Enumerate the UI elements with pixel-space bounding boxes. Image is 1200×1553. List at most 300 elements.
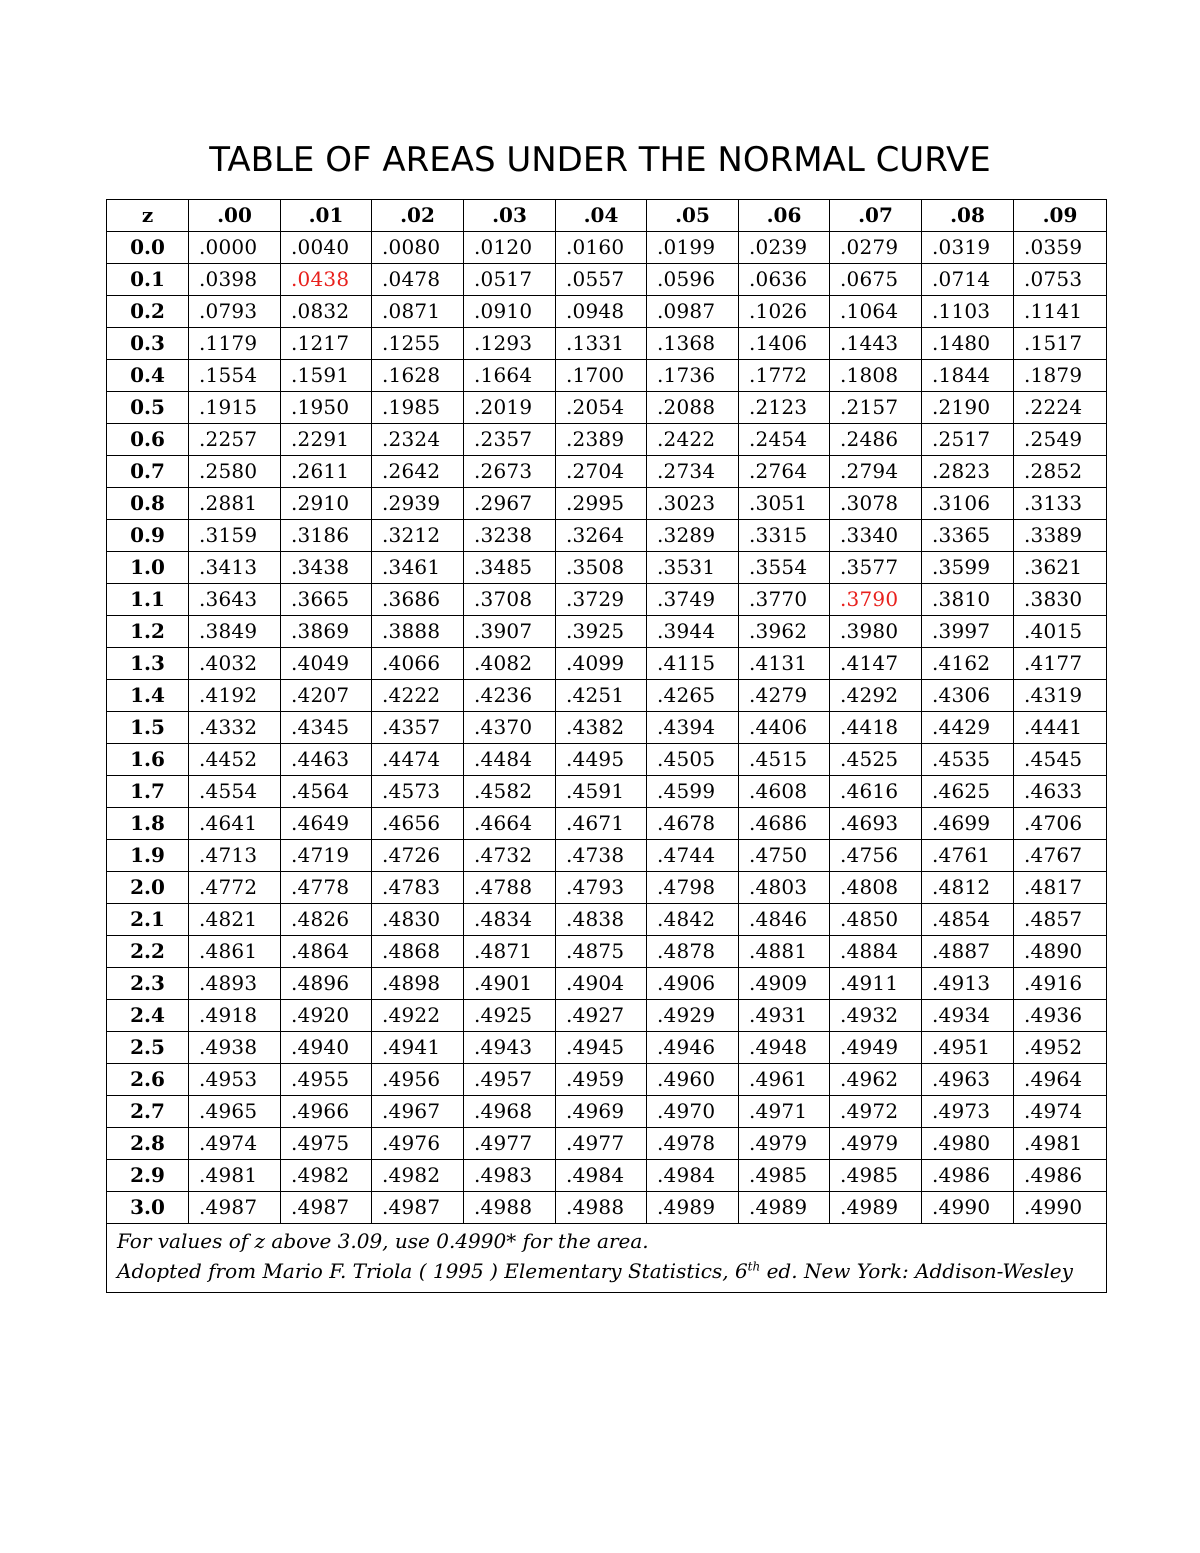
table-cell: .1026 <box>739 296 830 328</box>
table-header-row <box>107 200 1107 232</box>
table-cell: .3621 <box>1014 552 1107 584</box>
row-header-z: 1.6 <box>107 744 189 776</box>
table-cell: .2734 <box>647 456 739 488</box>
table-cell: .4713 <box>189 840 281 872</box>
row-header-z: 0.3 <box>107 328 189 360</box>
table-cell: .4974 <box>1014 1096 1107 1128</box>
table-cell: .4868 <box>372 936 464 968</box>
table-cell: .4952 <box>1014 1032 1107 1064</box>
column-header: .05 <box>647 200 739 232</box>
table-cell: .4961 <box>739 1064 830 1096</box>
table-row <box>107 840 1107 872</box>
table-cell: .2967 <box>464 488 556 520</box>
table-cell: .0319 <box>922 232 1014 264</box>
table-cell: .4251 <box>556 680 647 712</box>
table-cell: .1331 <box>556 328 647 360</box>
table-cell: .4878 <box>647 936 739 968</box>
table-cell: .4987 <box>372 1192 464 1224</box>
table-cell: .4984 <box>556 1160 647 1192</box>
table-cell: .3849 <box>189 616 281 648</box>
table-cell: .4989 <box>739 1192 830 1224</box>
table-cell: .1368 <box>647 328 739 360</box>
table-cell: .4279 <box>739 680 830 712</box>
table-cell: .2422 <box>647 424 739 456</box>
table-cell: .4767 <box>1014 840 1107 872</box>
table-cell: .2823 <box>922 456 1014 488</box>
table-cell: .0793 <box>189 296 281 328</box>
table-cell: .4671 <box>556 808 647 840</box>
table-cell: .1517 <box>1014 328 1107 360</box>
table-cell: .0478 <box>372 264 464 296</box>
row-header-z: 1.1 <box>107 584 189 616</box>
table-cell: .3106 <box>922 488 1014 520</box>
table-cell: .4916 <box>1014 968 1107 1000</box>
table-cell: .4922 <box>372 1000 464 1032</box>
table-row <box>107 328 1107 360</box>
table-cell: .4761 <box>922 840 1014 872</box>
row-header-z: 2.8 <box>107 1128 189 1160</box>
table-cell: .0832 <box>281 296 372 328</box>
table-cell: .4864 <box>281 936 372 968</box>
table-cell: .4904 <box>556 968 647 1000</box>
table-cell: .4983 <box>464 1160 556 1192</box>
footnote-cell <box>107 1224 1107 1293</box>
table-cell: .1844 <box>922 360 1014 392</box>
table-cell: .4977 <box>556 1128 647 1160</box>
table-row <box>107 936 1107 968</box>
table-cell: .4959 <box>556 1064 647 1096</box>
table-cell: .4495 <box>556 744 647 776</box>
row-header-z: 0.0 <box>107 232 189 264</box>
table-cell: .4962 <box>830 1064 922 1096</box>
table-cell: .0080 <box>372 232 464 264</box>
column-header-z: z <box>107 200 189 232</box>
table-cell: .4966 <box>281 1096 372 1128</box>
table-cell: .3790 <box>830 584 922 616</box>
row-header-z: 0.1 <box>107 264 189 296</box>
table-cell: .1480 <box>922 328 1014 360</box>
column-header: .00 <box>189 200 281 232</box>
table-cell: .4744 <box>647 840 739 872</box>
table-row <box>107 648 1107 680</box>
table-cell: .4812 <box>922 872 1014 904</box>
table-cell: .2881 <box>189 488 281 520</box>
table-cell: .4394 <box>647 712 739 744</box>
table-cell: .4633 <box>1014 776 1107 808</box>
table-cell: .2580 <box>189 456 281 488</box>
table-row <box>107 360 1107 392</box>
table-cell: .4082 <box>464 648 556 680</box>
table-row <box>107 552 1107 584</box>
table-cell: .4963 <box>922 1064 1014 1096</box>
table-cell: .3264 <box>556 520 647 552</box>
table-cell: .4871 <box>464 936 556 968</box>
table-cell: .4616 <box>830 776 922 808</box>
table-cell: .4920 <box>281 1000 372 1032</box>
table-cell: .3830 <box>1014 584 1107 616</box>
table-cell: .1736 <box>647 360 739 392</box>
table-cell: .1808 <box>830 360 922 392</box>
table-cell: .4893 <box>189 968 281 1000</box>
table-cell: .3997 <box>922 616 1014 648</box>
table-cell: .2939 <box>372 488 464 520</box>
table-cell: .4973 <box>922 1096 1014 1128</box>
column-header: .09 <box>1014 200 1107 232</box>
table-cell: .4793 <box>556 872 647 904</box>
table-cell: .4830 <box>372 904 464 936</box>
table-cell: .3531 <box>647 552 739 584</box>
table-cell: .4960 <box>647 1064 739 1096</box>
row-header-z: 2.2 <box>107 936 189 968</box>
table-row <box>107 264 1107 296</box>
column-header: .03 <box>464 200 556 232</box>
table-cell: .4418 <box>830 712 922 744</box>
table-cell: .3365 <box>922 520 1014 552</box>
table-row <box>107 520 1107 552</box>
table-cell: .2389 <box>556 424 647 456</box>
page-title: TABLE OF AREAS UNDER THE NORMAL CURVE <box>209 140 991 180</box>
table-cell: .4319 <box>1014 680 1107 712</box>
table-cell: .3962 <box>739 616 830 648</box>
table-cell: .4953 <box>189 1064 281 1096</box>
table-cell: .4162 <box>922 648 1014 680</box>
table-cell: .4463 <box>281 744 372 776</box>
row-header-z: 2.5 <box>107 1032 189 1064</box>
table-cell: .3708 <box>464 584 556 616</box>
table-cell: .3577 <box>830 552 922 584</box>
table-cell: .0948 <box>556 296 647 328</box>
table-cell: .4625 <box>922 776 1014 808</box>
table-cell: .4357 <box>372 712 464 744</box>
table-cell: .4131 <box>739 648 830 680</box>
row-header-z: 1.8 <box>107 808 189 840</box>
table-cell: .4927 <box>556 1000 647 1032</box>
table-cell: .4857 <box>1014 904 1107 936</box>
table-cell: .4981 <box>189 1160 281 1192</box>
table-cell: .2157 <box>830 392 922 424</box>
table-cell: .2704 <box>556 456 647 488</box>
table-cell: .0557 <box>556 264 647 296</box>
column-header: .07 <box>830 200 922 232</box>
row-header-z: 2.0 <box>107 872 189 904</box>
table-cell: .4686 <box>739 808 830 840</box>
table-cell: .4988 <box>464 1192 556 1224</box>
table-cell: .4984 <box>647 1160 739 1192</box>
table-cell: .3686 <box>372 584 464 616</box>
table-cell: .4913 <box>922 968 1014 1000</box>
table-row <box>107 1192 1107 1224</box>
footnote-row <box>107 1224 1107 1293</box>
table-cell: .4940 <box>281 1032 372 1064</box>
table-cell: .1064 <box>830 296 922 328</box>
table-cell: .0910 <box>464 296 556 328</box>
table-cell: .4875 <box>556 936 647 968</box>
table-cell: .4974 <box>189 1128 281 1160</box>
row-header-z: 0.7 <box>107 456 189 488</box>
row-header-z: 1.9 <box>107 840 189 872</box>
table-cell: .2190 <box>922 392 1014 424</box>
table-cell: .4406 <box>739 712 830 744</box>
table-cell: .4965 <box>189 1096 281 1128</box>
table-cell: .4987 <box>281 1192 372 1224</box>
table-row <box>107 968 1107 1000</box>
table-row <box>107 1160 1107 1192</box>
table-cell: .4990 <box>922 1192 1014 1224</box>
table-row <box>107 1000 1107 1032</box>
table-cell: .1628 <box>372 360 464 392</box>
footnote-line-2 <box>117 1256 1096 1286</box>
table-cell: .4515 <box>739 744 830 776</box>
table-cell: .0239 <box>739 232 830 264</box>
table-cell: .4772 <box>189 872 281 904</box>
table-cell: .4732 <box>464 840 556 872</box>
table-cell: .4978 <box>647 1128 739 1160</box>
table-cell: .4911 <box>830 968 922 1000</box>
table-cell: .4985 <box>739 1160 830 1192</box>
table-cell: .0675 <box>830 264 922 296</box>
table-row <box>107 616 1107 648</box>
table-cell: .4929 <box>647 1000 739 1032</box>
table-cell: .4982 <box>372 1160 464 1192</box>
table-cell: .4099 <box>556 648 647 680</box>
table-cell: .2642 <box>372 456 464 488</box>
table-row <box>107 712 1107 744</box>
column-header: .06 <box>739 200 830 232</box>
table-cell: .1554 <box>189 360 281 392</box>
table-cell: .4750 <box>739 840 830 872</box>
table-cell: .4641 <box>189 808 281 840</box>
table-cell: .4838 <box>556 904 647 936</box>
row-header-z: 0.9 <box>107 520 189 552</box>
table-cell: .4989 <box>647 1192 739 1224</box>
table-cell: .4726 <box>372 840 464 872</box>
table-cell: .3729 <box>556 584 647 616</box>
table-cell: .3485 <box>464 552 556 584</box>
table-cell: .0714 <box>922 264 1014 296</box>
table-cell: .4826 <box>281 904 372 936</box>
table-cell: .2673 <box>464 456 556 488</box>
table-cell: .3023 <box>647 488 739 520</box>
table-cell: .4699 <box>922 808 1014 840</box>
table-row <box>107 296 1107 328</box>
table-cell: .0000 <box>189 232 281 264</box>
table-cell: .4564 <box>281 776 372 808</box>
table-cell: .4901 <box>464 968 556 1000</box>
table-cell: .3749 <box>647 584 739 616</box>
table-cell: .2549 <box>1014 424 1107 456</box>
table-cell: .0359 <box>1014 232 1107 264</box>
column-header: .08 <box>922 200 1014 232</box>
table-cell: .4649 <box>281 808 372 840</box>
table-cell: .3508 <box>556 552 647 584</box>
table-cell: .4842 <box>647 904 739 936</box>
table-cell: .4955 <box>281 1064 372 1096</box>
table-cell: .0120 <box>464 232 556 264</box>
table-cell: .4382 <box>556 712 647 744</box>
table-cell: .4909 <box>739 968 830 1000</box>
table-cell: .4015 <box>1014 616 1107 648</box>
table-cell: .3925 <box>556 616 647 648</box>
table-cell: .1443 <box>830 328 922 360</box>
table-cell: .1406 <box>739 328 830 360</box>
table-cell: .4693 <box>830 808 922 840</box>
table-row <box>107 232 1107 264</box>
table-cell: .3340 <box>830 520 922 552</box>
citation-publisher: ed. New York: Addison-Wesley <box>760 1259 1073 1283</box>
table-cell: .4948 <box>739 1032 830 1064</box>
table-row <box>107 808 1107 840</box>
table-cell: .4608 <box>739 776 830 808</box>
table-cell: .2852 <box>1014 456 1107 488</box>
row-header-z: 1.0 <box>107 552 189 584</box>
edition-superscript: th <box>747 1259 761 1274</box>
table-row <box>107 1096 1107 1128</box>
table-cell: .4949 <box>830 1032 922 1064</box>
table-cell: .4292 <box>830 680 922 712</box>
table-cell: .4931 <box>739 1000 830 1032</box>
table-cell: .4207 <box>281 680 372 712</box>
table-cell: .1255 <box>372 328 464 360</box>
table-cell: .4906 <box>647 968 739 1000</box>
table-cell: .4956 <box>372 1064 464 1096</box>
table-row <box>107 872 1107 904</box>
table-cell: .3944 <box>647 616 739 648</box>
table-cell: .0279 <box>830 232 922 264</box>
table-row <box>107 1032 1107 1064</box>
table-cell: .4990 <box>1014 1192 1107 1224</box>
table-cell: .3315 <box>739 520 830 552</box>
table-cell: .1179 <box>189 328 281 360</box>
table-row <box>107 456 1107 488</box>
table-cell: .4306 <box>922 680 1014 712</box>
table-cell: .4345 <box>281 712 372 744</box>
table-cell: .4834 <box>464 904 556 936</box>
table-cell: .0199 <box>647 232 739 264</box>
table-cell: .4192 <box>189 680 281 712</box>
table-cell: .3289 <box>647 520 739 552</box>
table-cell: .4988 <box>556 1192 647 1224</box>
row-header-z: 2.9 <box>107 1160 189 1192</box>
table-cell: .4778 <box>281 872 372 904</box>
column-header: .01 <box>281 200 372 232</box>
row-header-z: 0.4 <box>107 360 189 392</box>
table-cell: .4808 <box>830 872 922 904</box>
table-cell: .4982 <box>281 1160 372 1192</box>
table-cell: .4429 <box>922 712 1014 744</box>
table-cell: .4898 <box>372 968 464 1000</box>
table-cell: .0438 <box>281 264 372 296</box>
table-cell: .4986 <box>1014 1160 1107 1192</box>
table-cell: .3413 <box>189 552 281 584</box>
row-header-z: 2.1 <box>107 904 189 936</box>
table-cell: .4951 <box>922 1032 1014 1064</box>
table-cell: .1591 <box>281 360 372 392</box>
table-cell: .4896 <box>281 968 372 1000</box>
table-cell: .4678 <box>647 808 739 840</box>
table-cell: .1103 <box>922 296 1014 328</box>
table-cell: .4979 <box>739 1128 830 1160</box>
table-cell: .4846 <box>739 904 830 936</box>
table-cell: .4979 <box>830 1128 922 1160</box>
table-cell: .4884 <box>830 936 922 968</box>
table-cell: .3078 <box>830 488 922 520</box>
table-cell: .4484 <box>464 744 556 776</box>
table-cell: .4887 <box>922 936 1014 968</box>
row-header-z: 3.0 <box>107 1192 189 1224</box>
table-cell: .3159 <box>189 520 281 552</box>
table-cell: .4934 <box>922 1000 1014 1032</box>
table-cell: .1664 <box>464 360 556 392</box>
table-cell: .2517 <box>922 424 1014 456</box>
table-cell: .3212 <box>372 520 464 552</box>
table-cell: .2910 <box>281 488 372 520</box>
table-cell: .4756 <box>830 840 922 872</box>
table-row <box>107 1128 1107 1160</box>
table-cell: .2054 <box>556 392 647 424</box>
table-cell: .2454 <box>739 424 830 456</box>
table-cell: .4881 <box>739 936 830 968</box>
table-cell: .4706 <box>1014 808 1107 840</box>
table-cell: .3869 <box>281 616 372 648</box>
table-row <box>107 680 1107 712</box>
table-row <box>107 776 1107 808</box>
table-cell: .4783 <box>372 872 464 904</box>
table-cell: .0596 <box>647 264 739 296</box>
table-cell: .4656 <box>372 808 464 840</box>
table-cell: .4969 <box>556 1096 647 1128</box>
row-header-z: 1.4 <box>107 680 189 712</box>
table-cell: .4236 <box>464 680 556 712</box>
table-cell: .2995 <box>556 488 647 520</box>
table-cell: .4738 <box>556 840 647 872</box>
table-cell: .0040 <box>281 232 372 264</box>
table-row <box>107 424 1107 456</box>
table-cell: .4719 <box>281 840 372 872</box>
table-cell: .1950 <box>281 392 372 424</box>
table-cell: .1700 <box>556 360 647 392</box>
table-row <box>107 904 1107 936</box>
table-cell: .4535 <box>922 744 1014 776</box>
table-row <box>107 584 1107 616</box>
table-cell: .1293 <box>464 328 556 360</box>
row-header-z: 0.6 <box>107 424 189 456</box>
footnote-line-1: For values of z above 3.09, use 0.4990* for the area. <box>117 1229 649 1253</box>
table-cell: .4967 <box>372 1096 464 1128</box>
table-cell: .4957 <box>464 1064 556 1096</box>
table-cell: .4147 <box>830 648 922 680</box>
table-cell: .4971 <box>739 1096 830 1128</box>
table-cell: .0398 <box>189 264 281 296</box>
table-row <box>107 392 1107 424</box>
table-cell: .4854 <box>922 904 1014 936</box>
table-cell: .4599 <box>647 776 739 808</box>
table-cell: .4945 <box>556 1032 647 1064</box>
table-cell: .0753 <box>1014 264 1107 296</box>
table-cell: .4977 <box>464 1128 556 1160</box>
table-cell: .4972 <box>830 1096 922 1128</box>
table-cell: .4850 <box>830 904 922 936</box>
table-cell: .1141 <box>1014 296 1107 328</box>
normal-curve-table <box>106 199 1107 1293</box>
table-cell: .2611 <box>281 456 372 488</box>
table-cell: .4452 <box>189 744 281 776</box>
table-cell: .4332 <box>189 712 281 744</box>
table-cell: .3643 <box>189 584 281 616</box>
table-cell: .4938 <box>189 1032 281 1064</box>
table-cell: .3186 <box>281 520 372 552</box>
table-cell: .4821 <box>189 904 281 936</box>
table-cell: .4222 <box>372 680 464 712</box>
